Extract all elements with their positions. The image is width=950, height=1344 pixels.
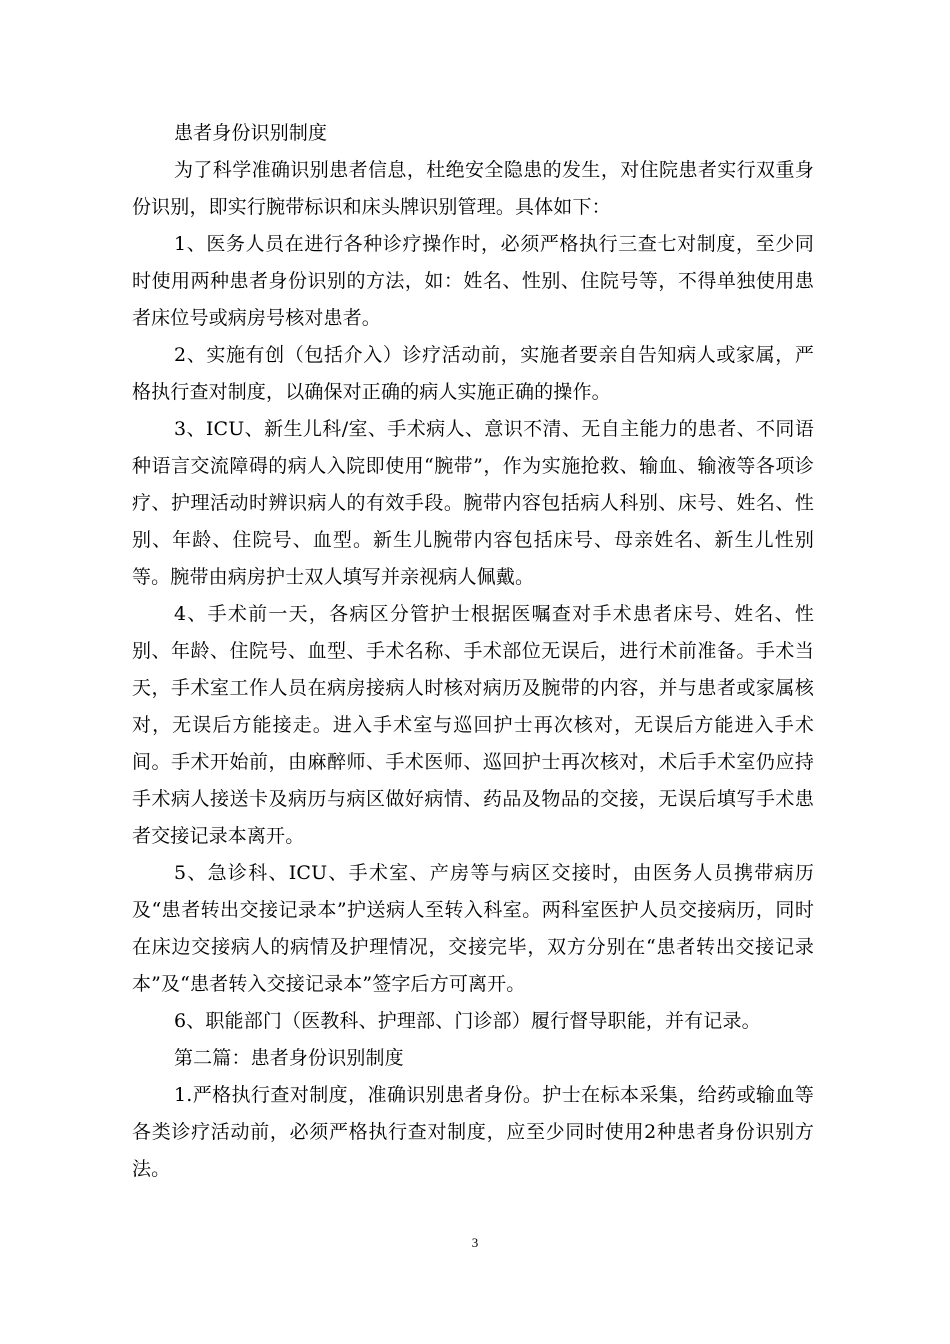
section-heading: 第二篇：患者身份识别制度 bbox=[174, 1047, 404, 1069]
rule-paragraph-2: 2、实施有创（包括介入）诊疗活动前，实施者要亲自告知病人或家属，严格执行查对制度，以确保对正确的病人实施正确的操作。 bbox=[132, 344, 814, 403]
rule-paragraph-4: 4、手术前一天，各病区分管护士根据医嘱查对手术患者床号、姓名、性别、年龄、住院号、血型、手术名称、手术部位无误后，进行术前准备。手术当天，手术室工作人员在病房接病人时核对病历及腕带的内容，并与患者或家属核对，无误后方能接走。进入手术室与巡回护士再次核对，无误后方能进入手术间。手术开始前，由麻醉师、手术医师、巡回护士再次核对，术后手术室仍应持手术病人接送卡及病历与病区做好病情、药品及物品的交接，无误后填写手术患者交接记录本离开。 bbox=[132, 603, 814, 847]
rule-paragraph-3: 3、ICU、新生儿科/室、手术病人、意识不清、无自主能力的患者、不同语种语言交流障碍的病人入院即使用“腕带”，作为实施抢救、输血、输液等各项诊疗、护理活动时辨识病人的有效手段。腕带内容包括病人科别、床号、姓名、性别、年龄、住院号、血型。新生儿腕带内容包括床号、母亲姓名、新生儿性别等。腕带由病房护士双人填写并亲视病人佩戴。 bbox=[132, 418, 814, 588]
document-body bbox=[132, 115, 814, 1188]
page-number: 3 bbox=[471, 1235, 479, 1250]
rule-paragraph-1: 1、医务人员在进行各种诊疗操作时，必须严格执行三查七对制度，至少同时使用两种患者身份识别的方法，如：姓名、性别、住院号等，不得单独使用患者床位号或病房号核对患者。 bbox=[132, 233, 814, 329]
rule-paragraph-6: 6、职能部门（医教科、护理部、门诊部）履行督导职能，并有记录。 bbox=[174, 1010, 761, 1032]
section-paragraph-1: 1.严格执行查对制度，准确识别患者身份。护士在标本采集，给药或输血等各类诊疗活动前，必须严格执行查对制度，应至少同时使用2种患者身份识别方法。 bbox=[132, 1084, 814, 1180]
intro-paragraph: 为了科学准确识别患者信息，杜绝安全隐患的发生，对住院患者实行双重身份识别，即实行腕带标识和床头牌识别管理。具体如下： bbox=[132, 159, 814, 218]
rule-paragraph-5: 5、急诊科、ICU、手术室、产房等与病区交接时，由医务人员携带病历及“患者转出交接记录本”护送病人至转入科室。两科室医护人员交接病历，同时在床边交接病人的病情及护理情况，交接完毕，双方分别在“患者转出交接记录本”及“患者转入交接记录本”签字后方可离开。 bbox=[132, 862, 814, 995]
document-title: 患者身份识别制度 bbox=[174, 122, 328, 144]
